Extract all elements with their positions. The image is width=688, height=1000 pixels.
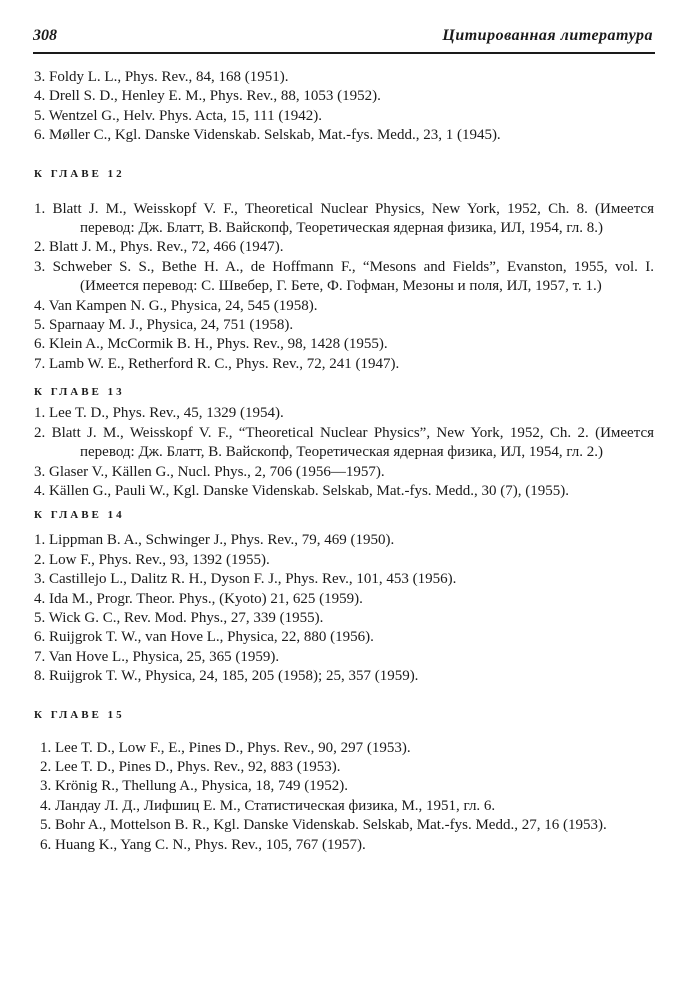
chapter-14-heading: К ГЛАВЕ 14 <box>34 509 125 522</box>
reference-item: 6. Klein A., McCormik B. H., Phys. Rev., 98, 1428 (1955). <box>34 336 388 353</box>
reference-item: 6. Huang K., Yang C. N., Phys. Rev., 105, 767 (1957). <box>40 836 366 853</box>
reference-item: 8. Ruijgrok T. W., Physica, 24, 185, 205 (1958); 25, 357 (1959). <box>34 668 419 685</box>
reference-item: 1. Blatt J. M., Weisskopf V. F., Theoretical Nuclear Physics, New York, 1952, Ch. 8. (Имеется перевод: Дж. Блатт, В. Вайскопф, Теоретическая ядерная физика, ИЛ, 1954, гл. 8.) <box>34 200 654 237</box>
reference-item: 2. Low F., Phys. Rev., 93, 1392 (1955). <box>34 551 270 568</box>
reference-list <box>0 404 688 501</box>
reference-item: 2. Blatt J. M., Phys. Rev., 72, 466 (1947). <box>34 239 284 256</box>
reference-item: 6. Ruijgrok T. W., van Hove L., Physica, 22, 880 (1956). <box>34 629 374 646</box>
reference-item: 4. Drell S. D., Henley E. M., Phys. Rev., 88, 1053 (1952). <box>34 88 381 105</box>
chapter-13-heading: К ГЛАВЕ 13 <box>34 386 125 399</box>
reference-list <box>0 531 688 686</box>
reference-item: 3. Krönig R., Thellung A., Physica, 18, 749 (1952). <box>40 778 349 795</box>
reference-list <box>0 68 688 146</box>
reference-item: 4. Källen G., Pauli W., Kgl. Danske Videnskab. Selskab, Mat.-fys. Medd., 30 (7), (1955). <box>34 482 570 499</box>
chapter-12-references <box>0 200 688 375</box>
reference-list <box>0 739 688 855</box>
reference-item: 6. Møller C., Kgl. Danske Videnskab. Selskab, Mat.-fys. Medd., 23, 1 (1945). <box>34 127 501 144</box>
reference-item: 3. Schweber S. S., Bethe H. A., de Hoffmann F., “Mesons and Fields”, Evanston, 1955, vol. I. (Имеется перевод: С. Швебер, Г. Бете, Ф. Гофман, Мезоны и поля, ИЛ, 1957, т. 1.) <box>34 258 654 295</box>
reference-item: 2. Lee T. D., Pines D., Phys. Rev., 92, 883 (1953). <box>40 758 341 775</box>
header-rule <box>33 52 655 54</box>
reference-item: 7. Lamb W. E., Retherford R. C., Phys. Rev., 72, 241 (1947). <box>34 355 400 372</box>
page-number: 308 <box>33 27 57 44</box>
reference-item: 3. Glaser V., Källen G., Nucl. Phys., 2, 706 (1956—1957). <box>34 463 385 480</box>
reference-item: 4. Ida M., Progr. Theor. Phys., (Kyoto) 21, 625 (1959). <box>34 590 363 607</box>
references-continued <box>0 68 688 146</box>
reference-item: 1. Lee T. D., Low F., E., Pines D., Phys. Rev., 90, 297 (1953). <box>40 739 411 756</box>
reference-list <box>0 200 688 375</box>
references-content <box>0 68 688 855</box>
running-head: Цитированная литература <box>442 27 653 44</box>
chapter-14-references <box>0 531 688 686</box>
chapter-15-heading: К ГЛАВЕ 15 <box>34 708 125 721</box>
reference-item: 4. Ландау Л. Д., Лифшиц Е. М., Статистическая физика, М., 1951, гл. 6. <box>40 797 496 814</box>
reference-item: 5. Sparnaay M. J., Physica, 24, 751 (1958). <box>34 317 294 334</box>
reference-item: 2. Blatt J. M., Weisskopf V. F., “Theoretical Nuclear Physics”, New York, 1952, Ch. 2. (Имеется перевод: Дж. Блатт, В. Вайскопф, Теоретическая ядерная физика, ИЛ, 1954, гл. 2.) <box>34 424 654 461</box>
reference-item: 4. Van Kampen N. G., Physica, 24, 545 (1958). <box>34 297 318 314</box>
reference-item: 1. Lee T. D., Phys. Rev., 45, 1329 (1954). <box>34 405 284 422</box>
page-header <box>33 27 653 53</box>
reference-item: 5. Bohr A., Mottelson B. R., Kgl. Danske Videnskab. Selskab, Mat.-fys. Medd., 27, 16 (1953). <box>40 817 607 834</box>
reference-item: 5. Wentzel G., Helv. Phys. Acta, 15, 111 (1942). <box>34 107 323 124</box>
reference-item: 5. Wick G. C., Rev. Mod. Phys., 27, 339 (1955). <box>34 609 324 626</box>
reference-item: 7. Van Hove L., Physica, 25, 365 (1959). <box>34 648 280 665</box>
reference-item: 1. Lippman B. A., Schwinger J., Phys. Rev., 79, 469 (1950). <box>34 532 395 549</box>
reference-item: 3. Foldy L. L., Phys. Rev., 84, 168 (1951). <box>34 69 289 85</box>
reference-item: 3. Castillejo L., Dalitz R. H., Dyson F. J., Phys. Rev., 101, 453 (1956). <box>34 571 457 588</box>
chapter-15-references <box>0 739 688 855</box>
chapter-13-references <box>0 404 688 501</box>
chapter-12-heading: К ГЛАВЕ 12 <box>34 167 125 180</box>
